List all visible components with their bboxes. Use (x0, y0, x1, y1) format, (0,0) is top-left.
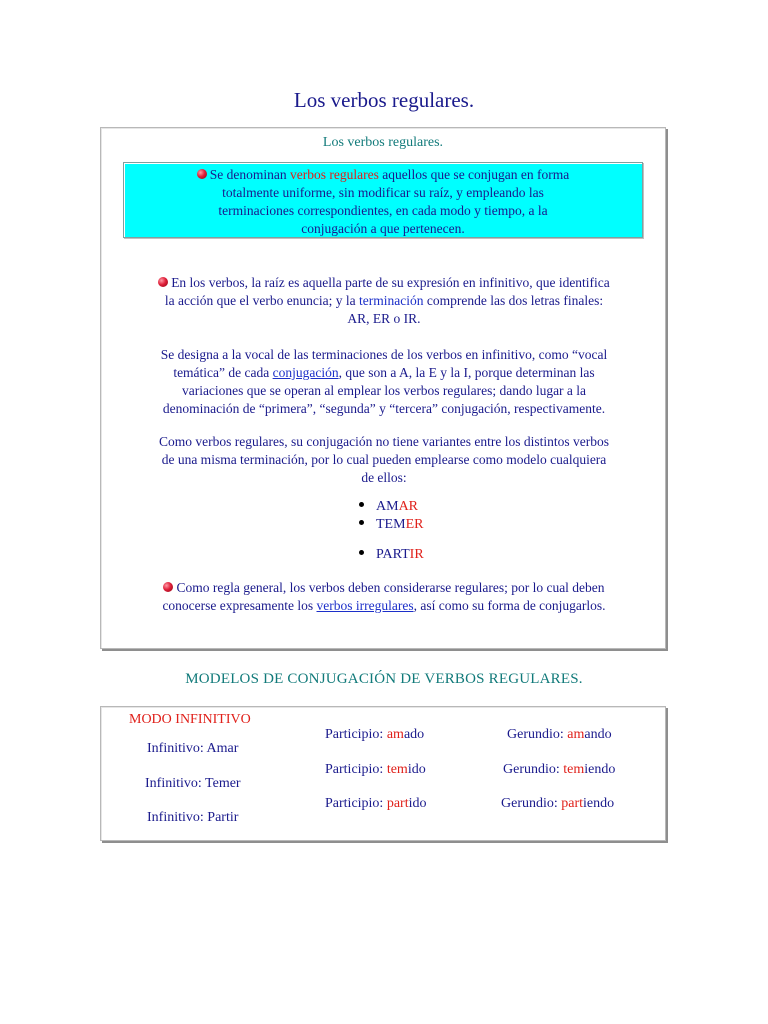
participle-cell (325, 727, 424, 743)
conjugacion-link[interactable]: conjugación (272, 365, 339, 380)
infinitive-value: Amar (206, 741, 239, 756)
gerund-label: Gerundio: (507, 727, 568, 742)
gerund-label: Gerundio: (501, 796, 562, 811)
participle-root: part (386, 796, 409, 811)
participle-root: tem (386, 762, 408, 777)
infinitive-cell (145, 776, 241, 792)
verbos-regulares-term: verbos regulares (289, 167, 379, 182)
verb-ending: ER (405, 517, 424, 532)
verbos-irregulares-link[interactable]: verbos irregulares (316, 598, 414, 613)
modelo-text: de ellos: (361, 470, 407, 485)
infinitive-value: Temer (205, 776, 241, 791)
red-ball-bullet-icon (163, 582, 173, 592)
regla-text: Como regla general, los verbos deben considerarse regulares; por lo cual deben (176, 580, 605, 595)
vocal-text: , que son a A, la E y la I, porque determinan las (338, 365, 595, 380)
gerund-cell (501, 796, 614, 812)
raiz-paragraph (113, 274, 655, 328)
vocal-text: Se designa a la vocal de las terminaciones de los verbos en infinitivo, como “vocal (160, 347, 608, 362)
page-title: Los verbos regulares. (293, 88, 475, 112)
participle-ending: ido (407, 762, 426, 777)
gerund-ending: ando (584, 727, 612, 742)
definition-line-1 (124, 166, 642, 184)
black-dot-bullet-icon (359, 550, 364, 555)
red-ball-bullet-icon (158, 277, 168, 287)
infinitive-cell (147, 741, 238, 757)
participle-cell (325, 762, 426, 778)
gerund-ending: iendo (584, 762, 616, 777)
gerund-root: am (567, 727, 585, 742)
infinitive-value: Partir (207, 810, 239, 825)
vocal-text: denominación de “primera”, “segunda” y “tercera” conjugación, respectivamente. (162, 401, 606, 416)
modelo-paragraph (113, 433, 655, 487)
regla-general-paragraph (113, 579, 655, 615)
vocal-tematica-paragraph (113, 346, 655, 418)
infinitive-cell (147, 810, 238, 826)
verb-root: TEM (376, 517, 406, 532)
modo-infinitivo-header: MODO INFINITIVO (129, 712, 251, 727)
terminacion-term: terminación (359, 293, 424, 308)
conjugation-table (100, 706, 666, 841)
verb-root: PART (376, 547, 410, 562)
raiz-text: AR, ER o IR. (347, 311, 421, 326)
participle-label: Participio: (325, 727, 387, 742)
definition-line-2: totalmente uniforme, sin modificar su raíz, y empleando las (222, 185, 544, 200)
gerund-root: tem (563, 762, 585, 777)
infinitive-label: Infinitivo: (147, 741, 207, 756)
intro-box-title: Los verbos regulares. (322, 135, 444, 150)
verb-root: AM (376, 499, 399, 514)
vocal-text: temática” de cada (173, 365, 273, 380)
gerund-root: part (561, 796, 584, 811)
raiz-text: En los verbos, la raíz es aquella parte de su expresión en infinitivo, que identifica (171, 275, 610, 290)
definition-box (123, 162, 643, 238)
intro-box (100, 127, 666, 649)
participle-ending: ado (403, 727, 425, 742)
definition-text: aquellos que se conjugan en forma (378, 167, 570, 182)
vocal-text: variaciones que se operan al emplear los verbos regulares; dando lugar a la (181, 383, 587, 398)
raiz-text: la acción que el verbo enuncia; y la (164, 293, 360, 308)
gerund-ending: iendo (583, 796, 615, 811)
verb-list-item (359, 499, 418, 515)
participle-root: am (386, 727, 404, 742)
models-section-title: MODELOS DE CONJUGACIÓN DE VERBOS REGULARES. (185, 671, 583, 687)
definition-line-4: conjugación a que pertenecen. (301, 221, 465, 236)
definition-text: Se denominan (209, 167, 290, 182)
verb-list-item (359, 547, 424, 563)
definition-line-3: terminaciones correspondientes, en cada modo y tiempo, a la (218, 203, 548, 218)
verb-ending: AR (398, 499, 419, 514)
participle-ending: ido (408, 796, 427, 811)
infinitive-label: Infinitivo: (147, 810, 208, 825)
gerund-cell (507, 727, 612, 743)
black-dot-bullet-icon (359, 502, 364, 507)
modelo-text: de una misma terminación, por lo cual pueden emplearse como modelo cualquiera (161, 452, 607, 467)
verb-ending: IR (409, 547, 424, 562)
gerund-cell (503, 762, 615, 778)
red-ball-bullet-icon (197, 169, 207, 179)
infinitive-label: Infinitivo: (145, 776, 206, 791)
verb-list-item (359, 517, 423, 533)
raiz-text: comprende las dos letras finales: (423, 293, 604, 308)
modelo-text: Como verbos regulares, su conjugación no tiene variantes entre los distintos verbos (159, 434, 609, 449)
participle-cell (325, 796, 426, 812)
participle-label: Participio: (325, 796, 387, 811)
gerund-label: Gerundio: (503, 762, 564, 777)
participle-label: Participio: (325, 762, 387, 777)
regla-text: conocerse expresamente los (162, 598, 317, 613)
regla-text: , así como su forma de conjugarlos. (413, 598, 606, 613)
black-dot-bullet-icon (359, 520, 364, 525)
